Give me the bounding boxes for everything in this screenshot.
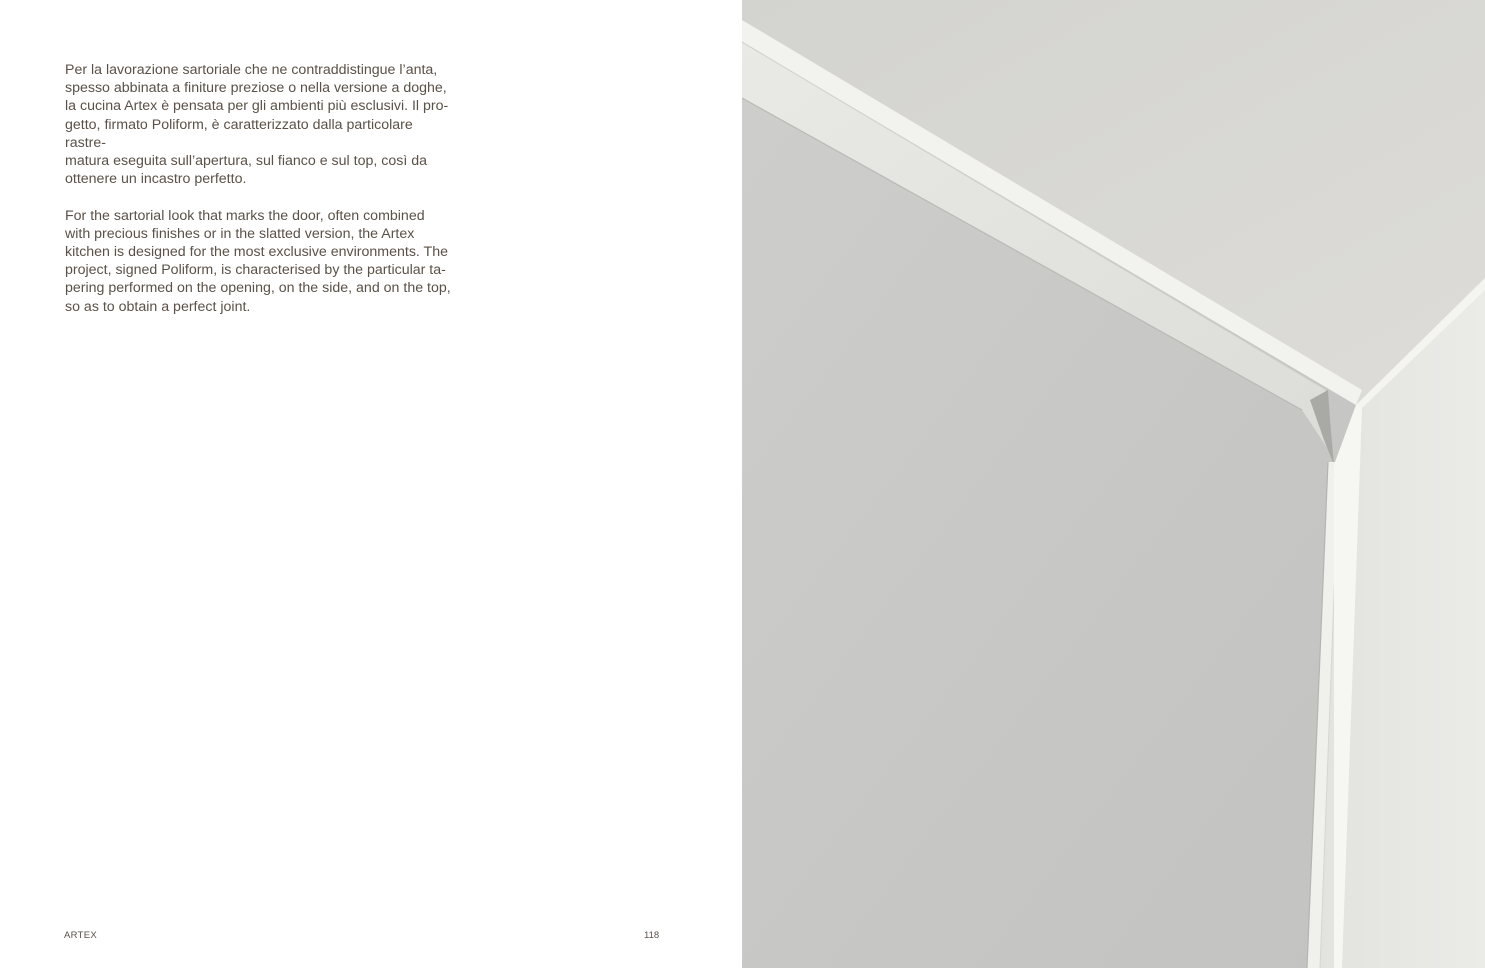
kitchen-cabinet-photo	[742, 0, 1485, 968]
body-text	[65, 61, 457, 334]
page-number: 118	[644, 930, 660, 941]
footer-title: ARTEX	[64, 930, 98, 941]
paragraph-italian: Per la lavorazione sartoriale che ne contraddistingue l’anta, spesso abbinata a finiture preziose o nella versione a doghe, la cucina Artex è pensata per gli ambienti più esclusivi. Il pro- getto, firmato Poliform, è caratterizzato dalla particolare rastre- matura eseguita sull’apertura, sul fianco e sul top, così da ottenere un incastro perfetto.	[65, 62, 449, 188]
left-page	[0, 0, 742, 968]
paragraph-english: For the sartorial look that marks the door, often combined with precious finishes or in the slatted version, the Artex kitchen is designed for the most exclusive environments. The project, signed Poliform, is characterised by the particular ta- pering performed on the opening, on the side, and on the top, so as to obtain a perfect joint.	[65, 207, 451, 315]
